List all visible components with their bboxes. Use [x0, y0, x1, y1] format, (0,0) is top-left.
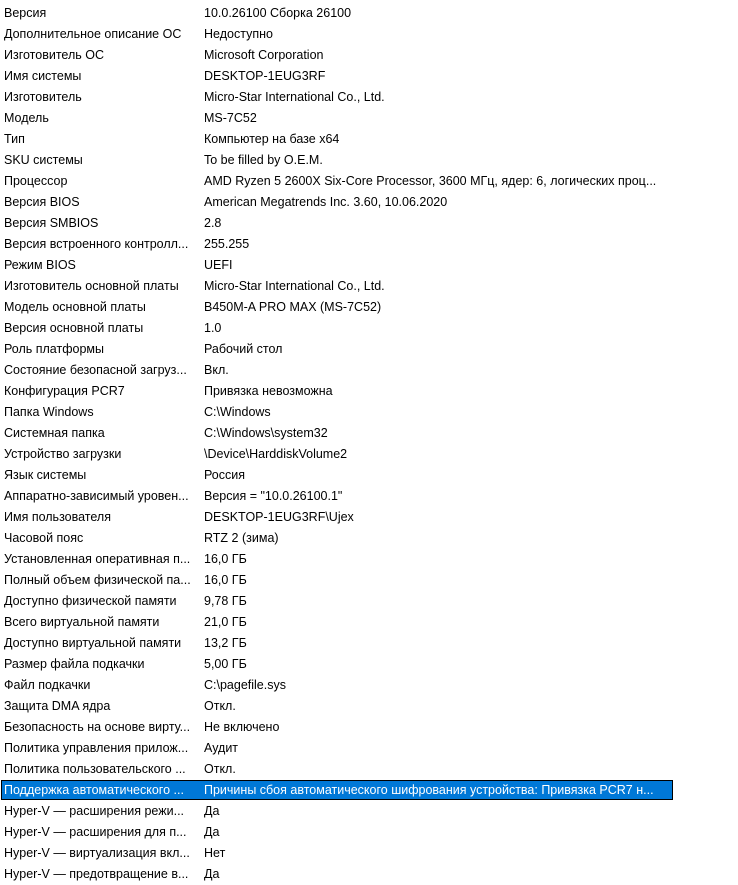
item-name: Изготовитель ОС: [4, 48, 104, 62]
list-item[interactable]: [0, 465, 738, 486]
item-value: Microsoft Corporation: [204, 48, 324, 62]
list-item[interactable]: [0, 591, 738, 612]
item-name: Версия встроенного контролл...: [4, 237, 189, 251]
item-name: Доступно виртуальной памяти: [4, 636, 182, 650]
item-value: 255.255: [204, 237, 250, 251]
item-value: Откл.: [204, 699, 236, 713]
list-item[interactable]: [0, 801, 738, 822]
item-name: Системная папка: [4, 426, 105, 440]
list-item[interactable]: [0, 66, 738, 87]
item-name: Конфигурация PCR7: [4, 384, 125, 398]
item-value: Компьютер на базе x64: [204, 132, 340, 146]
list-item[interactable]: [0, 864, 738, 885]
item-value: B450M-A PRO MAX (MS-7C52): [204, 300, 382, 314]
item-name: Версия SMBIOS: [4, 216, 99, 230]
item-name: Политика пользовательского ...: [4, 762, 186, 776]
list-item[interactable]: [0, 150, 738, 171]
item-name: Hyper-V — расширения для п...: [4, 825, 187, 839]
item-value: C:\pagefile.sys: [204, 678, 286, 692]
list-item[interactable]: [0, 171, 738, 192]
list-item[interactable]: [0, 276, 738, 297]
item-value: 1.0: [204, 321, 222, 335]
list-item[interactable]: [0, 843, 738, 864]
item-name: Версия: [4, 6, 47, 20]
list-item[interactable]: [0, 549, 738, 570]
list-item[interactable]: [0, 192, 738, 213]
item-name: Доступно физической памяти: [4, 594, 177, 608]
item-name: Файл подкачки: [4, 678, 91, 692]
item-name: SKU системы: [4, 153, 83, 167]
item-name: Изготовитель основной платы: [4, 279, 179, 293]
item-name: Аппаратно-зависимый уровен...: [4, 489, 189, 503]
list-item[interactable]: [0, 402, 738, 423]
item-value: DESKTOP-1EUG3RF\Ujex: [204, 510, 354, 524]
list-item[interactable]: [0, 528, 738, 549]
item-value: Да: [204, 825, 220, 839]
item-value: Micro-Star International Co., Ltd.: [204, 279, 385, 293]
list-item[interactable]: [0, 444, 738, 465]
item-value: Версия = "10.0.26100.1": [204, 489, 343, 503]
item-value: Рабочий стол: [204, 342, 283, 356]
item-value: 21,0 ГБ: [204, 615, 247, 629]
item-name: Имя пользователя: [4, 510, 111, 524]
item-value: RTZ 2 (зима): [204, 531, 279, 545]
list-item[interactable]: [0, 87, 738, 108]
list-item[interactable]: [0, 45, 738, 66]
item-name: Размер файла подкачки: [4, 657, 145, 671]
list-item[interactable]: [0, 234, 738, 255]
item-value: Вкл.: [204, 363, 229, 377]
list-item[interactable]: [0, 3, 738, 24]
item-value: Аудит: [204, 741, 239, 755]
list-item[interactable]: [0, 24, 738, 45]
item-value: Недоступно: [204, 27, 273, 41]
item-name: Всего виртуальной памяти: [4, 615, 160, 629]
item-value: 5,00 ГБ: [204, 657, 247, 671]
item-name: Папка Windows: [4, 405, 94, 419]
list-item[interactable]: [0, 360, 738, 381]
item-value: To be filled by O.E.M.: [204, 153, 323, 167]
list-item[interactable]: [0, 654, 738, 675]
item-value: UEFI: [204, 258, 233, 272]
item-value: Россия: [204, 468, 245, 482]
item-value: 10.0.26100 Сборка 26100: [204, 6, 352, 20]
item-name: Установленная оперативная п...: [4, 552, 191, 566]
list-item[interactable]: [0, 633, 738, 654]
list-item[interactable]: [0, 129, 738, 150]
item-name: Модель основной платы: [4, 300, 146, 314]
list-item[interactable]: [0, 507, 738, 528]
item-name: Дополнительное описание ОС: [4, 27, 182, 41]
item-value: AMD Ryzen 5 2600X Six-Core Processor, 3600 МГц, ядер: 6, логических проц...: [204, 174, 657, 188]
item-name: Hyper-V — расширения режи...: [4, 804, 185, 818]
list-item[interactable]: [0, 612, 738, 633]
list-item[interactable]: [0, 822, 738, 843]
list-item[interactable]: [0, 318, 738, 339]
item-value: C:\Windows\system32: [204, 426, 328, 440]
item-name: Защита DMA ядра: [4, 699, 111, 713]
item-name: Версия BIOS: [4, 195, 80, 209]
item-value: 9,78 ГБ: [204, 594, 247, 608]
list-item[interactable]: [0, 759, 738, 780]
list-item[interactable]: [0, 255, 738, 276]
item-name: Имя системы: [4, 69, 82, 83]
list-item[interactable]: [0, 486, 738, 507]
item-name: Hyper-V — предотвращение в...: [4, 867, 189, 881]
item-value: Нет: [204, 846, 226, 860]
item-value: MS-7C52: [204, 111, 257, 125]
item-name: Версия основной платы: [4, 321, 144, 335]
item-name: Изготовитель: [4, 90, 82, 104]
list-item[interactable]: [0, 297, 738, 318]
item-value: 16,0 ГБ: [204, 552, 247, 566]
item-name: Тип: [4, 132, 25, 146]
list-item[interactable]: [0, 381, 738, 402]
item-value: Причины сбоя автоматического шифрования устройства: Привязка PCR7 н...: [204, 783, 654, 797]
list-item[interactable]: [0, 696, 738, 717]
list-item[interactable]: [0, 738, 738, 759]
item-value: \Device\HarddiskVolume2: [204, 447, 348, 461]
item-name: Устройство загрузки: [4, 447, 122, 461]
item-name: Часовой пояс: [4, 531, 84, 545]
list-item[interactable]: [0, 213, 738, 234]
item-value: Да: [204, 867, 220, 881]
item-name: Hyper-V — виртуализация вкл...: [4, 846, 190, 860]
item-name: Состояние безопасной загруз...: [4, 363, 187, 377]
item-value: Да: [204, 804, 220, 818]
item-name: Безопасность на основе вирту...: [4, 720, 191, 734]
item-value: Привязка невозможна: [204, 384, 333, 398]
item-value: DESKTOP-1EUG3RF: [204, 69, 326, 83]
item-name: Полный объем физической па...: [4, 573, 191, 587]
item-value: 13,2 ГБ: [204, 636, 247, 650]
item-value: Откл.: [204, 762, 236, 776]
item-name: Язык системы: [4, 468, 87, 482]
item-value: 2.8: [204, 216, 222, 230]
list-item-selected[interactable]: [0, 780, 738, 801]
system-summary-list: [0, 3, 738, 885]
item-value: Micro-Star International Co., Ltd.: [204, 90, 385, 104]
list-item[interactable]: [0, 570, 738, 591]
item-name: Процессор: [4, 174, 68, 188]
list-item[interactable]: [0, 717, 738, 738]
list-item[interactable]: [0, 108, 738, 129]
item-value: 16,0 ГБ: [204, 573, 247, 587]
list-item[interactable]: [0, 675, 738, 696]
item-name: Режим BIOS: [4, 258, 76, 272]
item-name: Политика управления прилож...: [4, 741, 189, 755]
list-item[interactable]: [0, 423, 738, 444]
item-value: C:\Windows: [204, 405, 271, 419]
item-name: Поддержка автоматического ...: [4, 783, 184, 797]
item-name: Модель: [4, 111, 49, 125]
list-item[interactable]: [0, 339, 738, 360]
item-value: Не включено: [204, 720, 280, 734]
item-value: American Megatrends Inc. 3.60, 10.06.2020: [204, 195, 448, 209]
item-name: Роль платформы: [4, 342, 104, 356]
